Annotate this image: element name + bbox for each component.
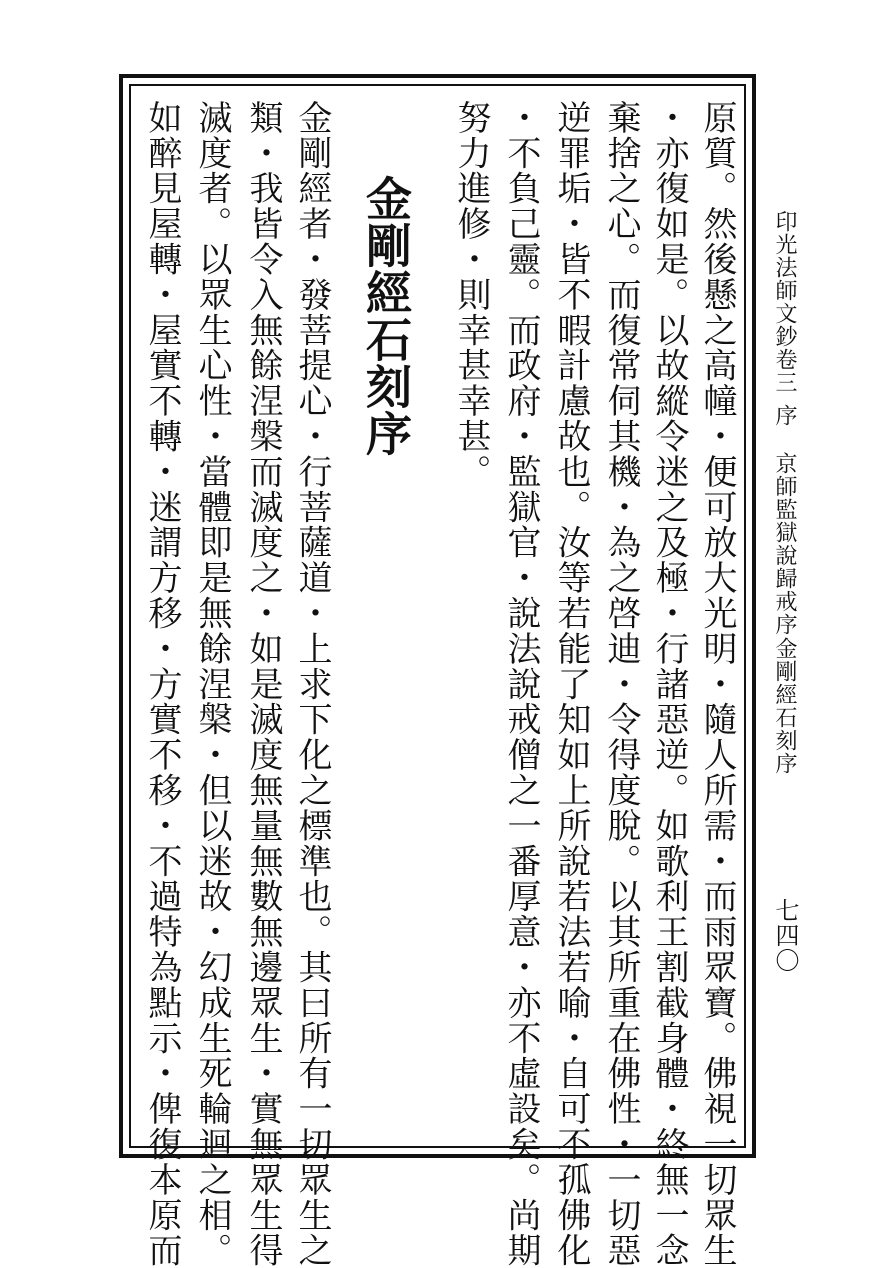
article-column: 金剛經者・發菩提心・行菩薩道・上求下化之標準也。其曰所有一切眾生之 bbox=[292, 100, 332, 1268]
article-column: 類・我皆令入無餘涅槃而滅度之・如是滅度無量無數無邊眾生・實無眾生得 bbox=[243, 100, 283, 1268]
text-column: ・亦復如是。以故縱令迷之及極・行諸惡逆。如歌利王割截身體・終無一念 bbox=[649, 100, 689, 1268]
article-title: 金剛經石刻序 bbox=[359, 175, 413, 457]
article-column: 如醉見屋轉・屋實不轉・迷謂方移・方實不移・不過特為點示・俾復本原而 bbox=[142, 100, 182, 1268]
article-current-title: 金剛經石刻序 bbox=[772, 637, 797, 775]
text-column: 原質。然後懸之高幢・便可放大光明・隨人所需・而雨眾寶。佛視一切眾生 bbox=[697, 100, 737, 1268]
text-column: 努力進修・則幸甚幸甚。 bbox=[451, 100, 491, 490]
section-label: 序 bbox=[772, 404, 797, 427]
text-column: 棄捨之心。而復常伺其機・為之啓迪・令得度脫。以其所重在佛性・一切惡 bbox=[601, 100, 641, 1268]
text-column: ・不負己靈。而政府・監獄官・說法說戒僧之一番厚意・亦不虛設矣。尚期 bbox=[501, 100, 541, 1268]
article-prev-title: 京師監獄說歸戒序 bbox=[772, 452, 797, 636]
text-column: 逆罪垢・皆不暇計慮故也。汝等若能了知如上所說若法若喻・自可不孤佛化 bbox=[551, 100, 591, 1268]
article-column: 滅度者。以眾生心性・當體即是無餘涅槃・但以迷故・幻成生死輪迴之相。 bbox=[192, 100, 232, 1268]
page-number: 七四〇 bbox=[771, 898, 799, 973]
book-title: 印光法師文鈔卷三 bbox=[772, 210, 797, 394]
